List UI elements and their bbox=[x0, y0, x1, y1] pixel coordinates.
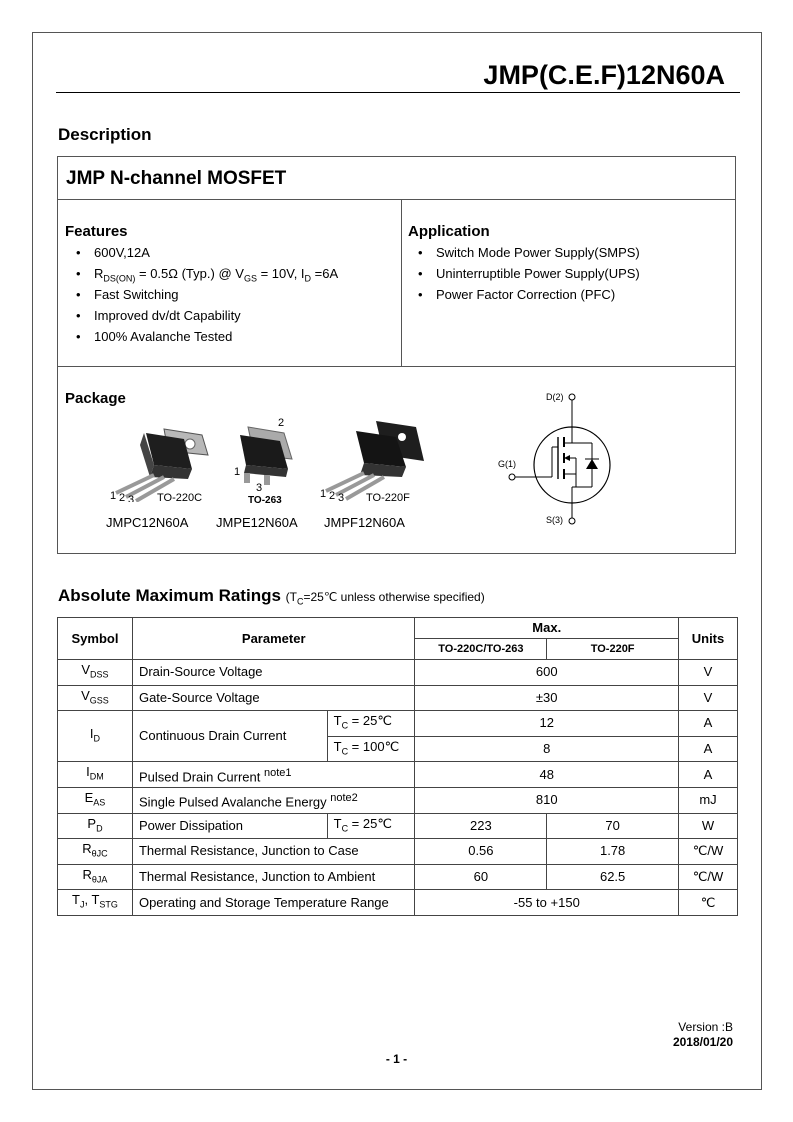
table-row: $T_J$, $T_{STG}$ Operating and Storage Temperature Range -55 to +150 ℃ bbox=[58, 890, 738, 916]
version-label: Version :B bbox=[678, 1020, 733, 1034]
to220f-package-image bbox=[316, 415, 426, 505]
features-heading: Features bbox=[65, 223, 128, 240]
list-item: • $R_{DS(ON)} = 0.5\Omega$ (Typ.) @ $V_{GS} = 10V$, $I_D =6A$ bbox=[66, 263, 338, 284]
package-name: JMPF12N60A bbox=[324, 515, 405, 530]
package-code: TO-263 bbox=[248, 495, 282, 505]
table-row: $R_{\theta JA}$ Thermal Resistance, Junction to Ambient 60 62.5 ℃/W bbox=[58, 864, 738, 890]
header-parameter: Parameter bbox=[132, 618, 415, 660]
table-row: $V_{DSS}$ Drain-Source Voltage 600 V bbox=[58, 660, 738, 686]
package-name: JMPC12N60A bbox=[106, 515, 189, 530]
ratings-heading: Absolute Maximum Ratings ($T_C=25℃$ unless otherwise specified) bbox=[58, 586, 485, 607]
list-item: • Fast Switching bbox=[66, 284, 338, 305]
header-package-1: TO-220C/TO-263 bbox=[415, 639, 547, 660]
ratings-table bbox=[57, 617, 738, 916]
table-row: $R_{\theta JC}$ Thermal Resistance, Junction to Case 0.56 1.78 ℃/W bbox=[58, 839, 738, 865]
list-item: • Power Factor Correction (PFC) bbox=[408, 284, 640, 305]
pin-label: 1 bbox=[234, 466, 241, 478]
pin-label: 2 bbox=[329, 490, 336, 502]
header-units: Units bbox=[678, 618, 737, 660]
divider bbox=[401, 199, 402, 366]
divider bbox=[58, 199, 735, 200]
list-item: • Improved dv/dt Capability bbox=[66, 305, 338, 326]
mosfet-schematic-symbol bbox=[488, 387, 618, 527]
pin-label: 1 bbox=[110, 490, 117, 502]
package-code: TO-220F bbox=[366, 492, 410, 504]
gate-label: G(1) bbox=[498, 459, 516, 469]
application-list bbox=[408, 242, 640, 305]
drain-label: D(2) bbox=[546, 392, 564, 402]
list-item: • 600V,12A bbox=[66, 242, 338, 263]
to263-package-image bbox=[226, 415, 306, 505]
table-row: $V_{GSS}$ Gate-Source Voltage ±30 V bbox=[58, 685, 738, 711]
pin-label: 1 bbox=[320, 488, 327, 500]
package-name: JMPE12N60A bbox=[216, 515, 298, 530]
table-row: $P_D$ Power Dissipation $T_C$ = 25℃ 223 70 W bbox=[58, 813, 738, 839]
table-row: $I_D$ Continuous Drain Current $T_C$ = 25℃ 12 A bbox=[58, 711, 738, 737]
header-max: Max. bbox=[415, 618, 679, 639]
application-heading: Application bbox=[408, 223, 490, 240]
title-rule bbox=[56, 92, 740, 93]
list-item: • 100% Avalanche Tested bbox=[66, 326, 338, 347]
header-package-2: TO-220F bbox=[547, 639, 679, 660]
header-symbol: Symbol bbox=[58, 618, 133, 660]
table-row: $T_C$ = 100℃ 8 A bbox=[58, 736, 738, 762]
box-title: JMP N-channel MOSFET bbox=[66, 168, 287, 189]
table-row: $E_{AS}$ Single Pulsed Avalanche Energy $^{note2}$ 810 mJ bbox=[58, 787, 738, 813]
version-info bbox=[673, 1020, 733, 1050]
table-row: $I_{DM}$ Pulsed Drain Current $^{note1}$ 48 A bbox=[58, 762, 738, 788]
pin-label: 3 bbox=[128, 494, 135, 502]
description-heading: Description bbox=[58, 125, 152, 144]
pin-label: 2 bbox=[119, 492, 126, 502]
pin-label: 3 bbox=[256, 482, 263, 494]
features-list bbox=[66, 242, 338, 347]
revision-date: 2018/01/20 bbox=[672, 1035, 733, 1049]
list-item: • Uninterruptible Power Supply(UPS) bbox=[408, 263, 640, 284]
list-item: • Switch Mode Power Supply(SMPS) bbox=[408, 242, 640, 263]
description-box bbox=[57, 156, 736, 554]
source-label: S(3) bbox=[546, 515, 564, 525]
page-number: - 1 - bbox=[385, 1052, 408, 1066]
pin-label: 2 bbox=[278, 417, 285, 429]
to220c-package-image bbox=[106, 417, 216, 502]
pin-label: 3 bbox=[338, 492, 345, 504]
package-code: TO-220C bbox=[157, 492, 203, 502]
package-heading: Package bbox=[65, 390, 126, 407]
document-title: JMP(C.E.F)12N60A bbox=[483, 60, 725, 90]
divider bbox=[58, 366, 735, 367]
